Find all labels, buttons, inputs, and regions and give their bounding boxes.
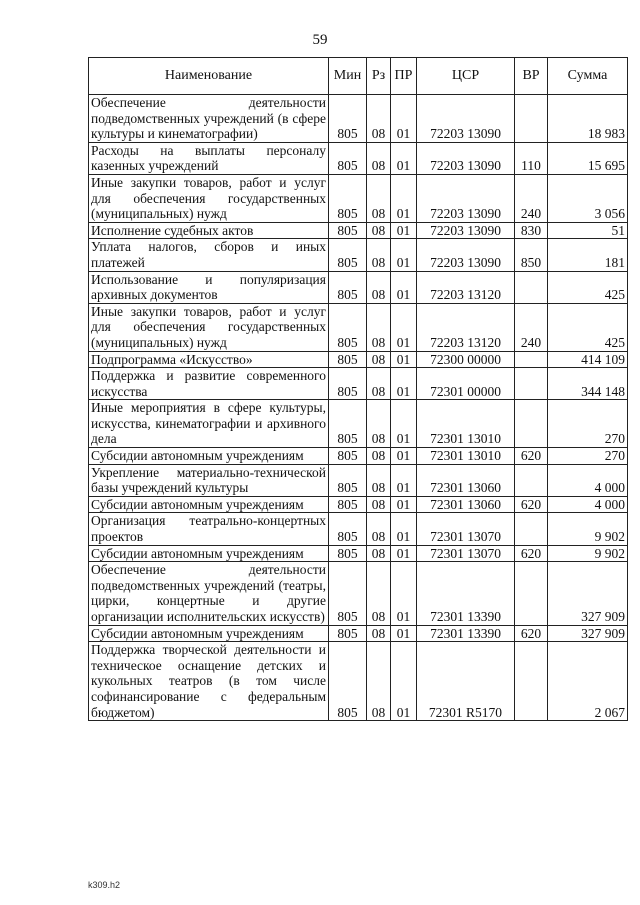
cell-rz: 08 (367, 448, 391, 465)
table-row (89, 642, 628, 721)
cell-sum: 344 148 (548, 368, 628, 400)
cell-min: 805 (329, 174, 367, 222)
cell-rz: 08 (367, 625, 391, 642)
cell-name: Обеспечение деятельности подведомственных учреждений (в сфере культуры и кинематографии) (89, 95, 329, 143)
table-row (89, 513, 628, 545)
cell-csr: 72203 13090 (417, 142, 515, 174)
cell-sum: 9 902 (548, 545, 628, 562)
cell-rz: 08 (367, 174, 391, 222)
cell-sum: 425 (548, 303, 628, 351)
table-row (89, 271, 628, 303)
cell-min: 805 (329, 642, 367, 721)
cell-rz: 08 (367, 368, 391, 400)
cell-rz: 08 (367, 142, 391, 174)
table-row (89, 95, 628, 143)
cell-pr: 01 (391, 351, 417, 368)
cell-rz: 08 (367, 239, 391, 271)
cell-sum: 181 (548, 239, 628, 271)
cell-csr: 72301 13010 (417, 400, 515, 448)
cell-vr (515, 400, 548, 448)
cell-rz: 08 (367, 95, 391, 143)
cell-vr: 620 (515, 625, 548, 642)
cell-csr: 72301 00000 (417, 368, 515, 400)
table-row (89, 464, 628, 496)
header-csr: ЦСР (417, 58, 515, 95)
cell-min: 805 (329, 239, 367, 271)
cell-csr: 72301 13070 (417, 545, 515, 562)
cell-csr: 72203 13120 (417, 303, 515, 351)
cell-sum: 51 (548, 222, 628, 239)
cell-name: Поддержка творческой деятельности и техническое оснащение детских и кукольных театров (в том числе софинансирование с федеральным бюджетом) (89, 642, 329, 721)
table-row (89, 174, 628, 222)
cell-csr: 72203 13090 (417, 239, 515, 271)
cell-min: 805 (329, 496, 367, 513)
cell-min: 805 (329, 271, 367, 303)
cell-vr: 620 (515, 496, 548, 513)
header-min: Мин (329, 58, 367, 95)
cell-sum: 414 109 (548, 351, 628, 368)
cell-rz: 08 (367, 303, 391, 351)
cell-name: Организация театрально-концертных проектов (89, 513, 329, 545)
cell-pr: 01 (391, 174, 417, 222)
cell-pr: 01 (391, 448, 417, 465)
cell-pr: 01 (391, 496, 417, 513)
cell-rz: 08 (367, 496, 391, 513)
cell-sum: 425 (548, 271, 628, 303)
cell-vr (515, 95, 548, 143)
cell-pr: 01 (391, 545, 417, 562)
cell-min: 805 (329, 351, 367, 368)
cell-pr: 01 (391, 642, 417, 721)
cell-pr: 01 (391, 400, 417, 448)
cell-vr: 110 (515, 142, 548, 174)
cell-csr: 72301 13010 (417, 448, 515, 465)
cell-name: Уплата налогов, сборов и иных платежей (89, 239, 329, 271)
cell-rz: 08 (367, 562, 391, 625)
cell-pr: 01 (391, 95, 417, 143)
cell-vr: 620 (515, 448, 548, 465)
cell-min: 805 (329, 625, 367, 642)
cell-csr: 72203 13090 (417, 95, 515, 143)
cell-csr: 72301 13390 (417, 625, 515, 642)
cell-min: 805 (329, 562, 367, 625)
cell-csr: 72301 R5170 (417, 642, 515, 721)
table-row (89, 562, 628, 625)
cell-pr: 01 (391, 464, 417, 496)
cell-rz: 08 (367, 464, 391, 496)
cell-vr: 240 (515, 303, 548, 351)
cell-csr: 72203 13090 (417, 174, 515, 222)
cell-csr: 72301 13060 (417, 464, 515, 496)
cell-pr: 01 (391, 271, 417, 303)
cell-sum: 9 902 (548, 513, 628, 545)
header-pr: ПР (391, 58, 417, 95)
cell-sum: 18 983 (548, 95, 628, 143)
table-row (89, 303, 628, 351)
cell-pr: 01 (391, 142, 417, 174)
cell-min: 805 (329, 513, 367, 545)
table-row (89, 222, 628, 239)
cell-sum: 2 067 (548, 642, 628, 721)
header-sum: Сумма (548, 58, 628, 95)
cell-sum: 270 (548, 448, 628, 465)
table-row (89, 142, 628, 174)
cell-name: Поддержка и развитие современного искусства (89, 368, 329, 400)
header-name: Наименование (89, 58, 329, 95)
cell-vr (515, 562, 548, 625)
cell-rz: 08 (367, 222, 391, 239)
budget-table (88, 57, 628, 721)
cell-name: Расходы на выплаты персоналу казенных учреждений (89, 142, 329, 174)
cell-sum: 270 (548, 400, 628, 448)
cell-min: 805 (329, 448, 367, 465)
table-row (89, 239, 628, 271)
cell-rz: 08 (367, 545, 391, 562)
cell-csr: 72300 00000 (417, 351, 515, 368)
cell-csr: 72301 13070 (417, 513, 515, 545)
table-row (89, 545, 628, 562)
cell-min: 805 (329, 95, 367, 143)
cell-sum: 327 909 (548, 562, 628, 625)
cell-vr (515, 642, 548, 721)
cell-sum: 15 695 (548, 142, 628, 174)
cell-vr (515, 513, 548, 545)
cell-rz: 08 (367, 271, 391, 303)
cell-pr: 01 (391, 222, 417, 239)
cell-min: 805 (329, 464, 367, 496)
cell-pr: 01 (391, 303, 417, 351)
cell-csr: 72301 13390 (417, 562, 515, 625)
cell-pr: 01 (391, 562, 417, 625)
table-header-row (89, 58, 628, 95)
header-rz: Рз (367, 58, 391, 95)
cell-pr: 01 (391, 239, 417, 271)
cell-csr: 72203 13090 (417, 222, 515, 239)
table-body (89, 95, 628, 721)
cell-name: Иные закупки товаров, работ и услуг для обеспечения государственных (муниципальных) нужд (89, 303, 329, 351)
cell-min: 805 (329, 222, 367, 239)
cell-min: 805 (329, 142, 367, 174)
cell-vr: 240 (515, 174, 548, 222)
cell-sum: 4 000 (548, 464, 628, 496)
cell-name: Субсидии автономным учреждениям (89, 545, 329, 562)
table-row (89, 368, 628, 400)
table-row (89, 400, 628, 448)
table-row (89, 448, 628, 465)
cell-min: 805 (329, 368, 367, 400)
cell-name: Субсидии автономным учреждениям (89, 496, 329, 513)
header-vr: ВР (515, 58, 548, 95)
cell-min: 805 (329, 545, 367, 562)
table-row (89, 351, 628, 368)
cell-min: 805 (329, 400, 367, 448)
cell-rz: 08 (367, 642, 391, 721)
cell-rz: 08 (367, 513, 391, 545)
cell-name: Подпрограмма «Искусство» (89, 351, 329, 368)
cell-vr (515, 368, 548, 400)
cell-name: Исполнение судебных актов (89, 222, 329, 239)
cell-pr: 01 (391, 368, 417, 400)
table-row (89, 625, 628, 642)
cell-csr: 72203 13120 (417, 271, 515, 303)
cell-name: Иные закупки товаров, работ и услуг для обеспечения государственных (муниципальных) нужд (89, 174, 329, 222)
cell-name: Использование и популяризация архивных документов (89, 271, 329, 303)
cell-vr: 830 (515, 222, 548, 239)
cell-name: Обеспечение деятельности подведомственных учреждений (театры, цирки, концертные и другие организации исполнительских искусств) (89, 562, 329, 625)
table-row (89, 496, 628, 513)
cell-csr: 72301 13060 (417, 496, 515, 513)
page-number: 59 (312, 32, 328, 48)
cell-vr (515, 351, 548, 368)
cell-pr: 01 (391, 625, 417, 642)
cell-name: Субсидии автономным учреждениям (89, 448, 329, 465)
cell-rz: 08 (367, 400, 391, 448)
cell-sum: 3 056 (548, 174, 628, 222)
cell-name: Субсидии автономным учреждениям (89, 625, 329, 642)
cell-vr (515, 464, 548, 496)
cell-min: 805 (329, 303, 367, 351)
cell-vr: 620 (515, 545, 548, 562)
footer-code: k309.h2 (88, 880, 121, 890)
cell-rz: 08 (367, 351, 391, 368)
cell-name: Укрепление материально-технической базы учреждений культуры (89, 464, 329, 496)
cell-sum: 4 000 (548, 496, 628, 513)
cell-vr: 850 (515, 239, 548, 271)
cell-pr: 01 (391, 513, 417, 545)
cell-name: Иные мероприятия в сфере культуры, искусства, кинематографии и архивного дела (89, 400, 329, 448)
cell-sum: 327 909 (548, 625, 628, 642)
cell-vr (515, 271, 548, 303)
